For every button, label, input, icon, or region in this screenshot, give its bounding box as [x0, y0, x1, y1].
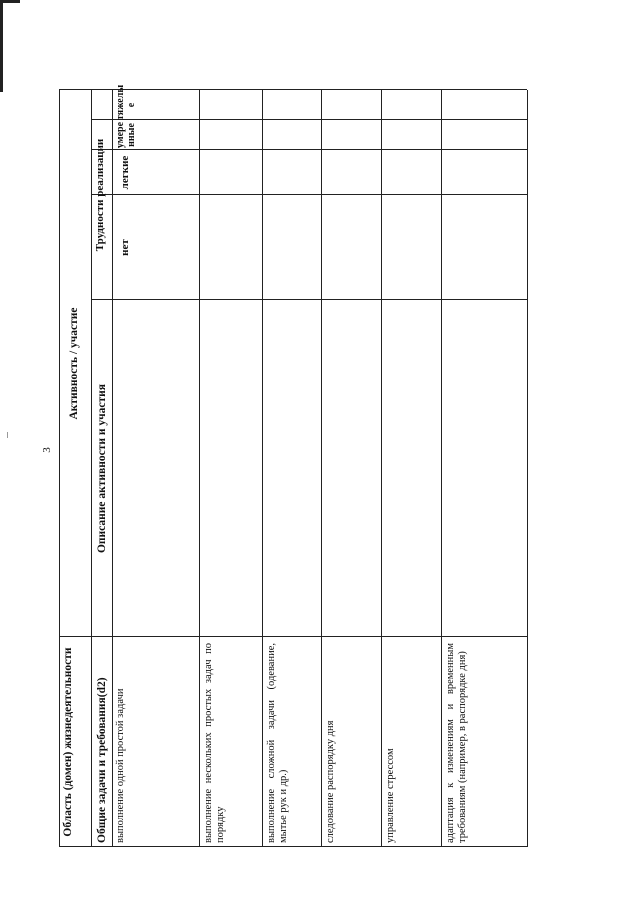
- scan-edge-mark: [0, 0, 3, 92]
- difficulty-none: нет: [119, 239, 131, 256]
- description-subheader: Описание активности и участия: [96, 384, 108, 554]
- difficulty-severe: тяжелы е: [115, 84, 137, 120]
- tasks-subheader: Общие задачи и требования(d2): [96, 677, 108, 843]
- rotated-table: [59, 84, 527, 847]
- activity-header: Активность / участие: [68, 307, 80, 420]
- domain-header: Область (домен) жизнедеятельности: [62, 647, 74, 837]
- difficulty-moderate: умере нные: [115, 121, 137, 149]
- scan-speck: [7, 432, 8, 438]
- difficulty-mild: легкие: [119, 155, 131, 190]
- difficulty-header: Трудности реализации: [94, 138, 106, 252]
- row-label-stress: управление стрессом: [385, 748, 396, 843]
- page-number: 3: [40, 447, 53, 453]
- row-label-simple-task: выполнение одной простой задачи: [115, 688, 126, 843]
- row-label-daily-routine: следование распорядку дня: [325, 720, 336, 843]
- row-label-complex-task: выполнение сложной задачи (одевание, мытье рук и др.): [266, 643, 289, 843]
- scan-edge-mark: [0, 0, 20, 3]
- row-label-multiple-tasks: выполнение нескольких простых задач по порядку: [203, 643, 226, 843]
- row-label-adaptation: адаптация к изменениям и временным требованиям (например, в распорядке дня): [445, 643, 468, 843]
